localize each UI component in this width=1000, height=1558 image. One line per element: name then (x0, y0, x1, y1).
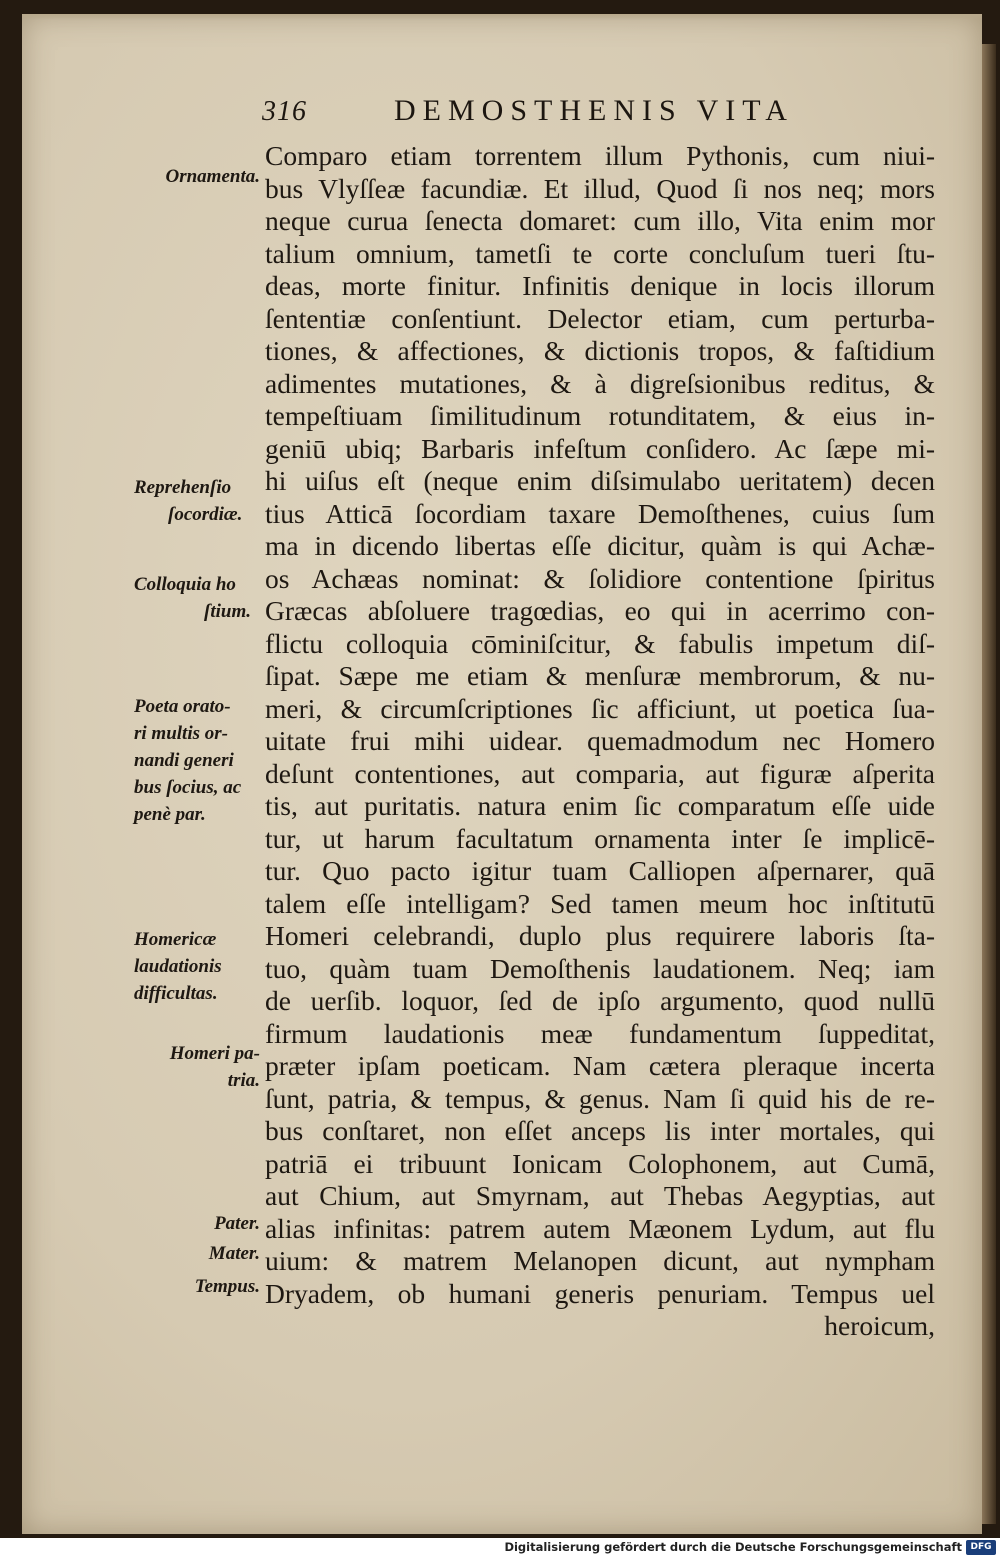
text-line: bus Vlyſſeæ facundiæ. Et illud, Quod ſi nos neq; mors (265, 172, 935, 204)
margin-note-line: difficultas. (134, 983, 218, 1004)
catchword: heroicum, (824, 1310, 935, 1341)
margin-note-line: Poeta orato- (134, 696, 231, 717)
margin-note-homeri-patria (134, 1040, 260, 1094)
text-line: adimentes mutationes, & à digreſsionibus reditus, & (265, 367, 935, 399)
text-line: tuo, quàm tuam Demoſthenis laudationem. Neq; iam (265, 952, 935, 984)
margin-note-line: Ornamenta. (165, 166, 260, 187)
digitization-footer (0, 1538, 1000, 1558)
margin-note-line: Tempus. (194, 1276, 260, 1297)
margin-note-poeta (134, 693, 260, 828)
margin-note-line: Homericæ (134, 929, 217, 950)
margin-note-tempus (134, 1273, 260, 1300)
text-line: uitate frui mihi uidear. quemadmodum nec Homero (265, 725, 935, 756)
page-top-edge (22, 14, 982, 20)
margin-note-homericae (134, 926, 260, 1007)
text-line: os Achæas nominat: & ſolidiore contentione ſpiritus (265, 562, 935, 594)
text-line: meri, & circumſcriptiones ſic afficiunt, ut poetica ſua- (265, 692, 935, 724)
margin-note-line: Colloquia ho (134, 574, 236, 595)
text-line: talium omnium, tametſi te corte concluſum tueri ſtu- (265, 237, 935, 269)
running-head: DEMOSTHENIS VITA (394, 94, 794, 127)
text-line: præter ipſam poeticam. Nam cætera pleraque incerta (265, 1050, 935, 1081)
page-number: 316 (262, 96, 307, 127)
text-line: talem eſſe intelligam? Sed tamen meum hoc inſtitutū (265, 887, 935, 919)
text-line: geniū ubiq; Barbaris infeſtum conſidero. Ac ſæpe mi- (265, 432, 935, 464)
text-line: Comparo etiam torrentem illum Pythonis, cum niui- (265, 140, 935, 171)
text-line: de uerſib. loquor, ſed de ipſo argumento, quod nullū (265, 985, 935, 1016)
text-line: uium: & matrem Melanopen dicunt, aut nympham (265, 1245, 935, 1276)
margin-note-line: Reprehenſio (134, 477, 232, 498)
funding-credit: Digitalisierung gefördert durch die Deutsche Forschungsgemeinschaft (504, 1540, 962, 1554)
text-line: ſententiæ conſentiunt. Delector etiam, cum perturba- (265, 302, 935, 334)
margin-note-line: bus ſocius, ac (134, 777, 242, 798)
text-line: firmum laudationis meæ fundamentum ſuppeditat, (265, 1017, 935, 1049)
margin-note-line: penè par. (134, 804, 206, 825)
text-line: ma in dicendo libertas eſſe dicitur, quàm is qui Achæ- (265, 530, 935, 561)
margin-note-pater (134, 1210, 260, 1237)
text-line: patriā ei tribuunt Ionicam Colophonem, aut Cumā, (265, 1147, 935, 1179)
text-line: flictu colloquia cōminiſcitur, & fabulis impetum diſ- (265, 627, 935, 659)
margin-note-mater (134, 1240, 260, 1267)
text-line: Homeri celebrandi, duplo plus requirere laboris ſta- (265, 920, 935, 951)
text-line: tius Atticā ſocordiam taxare Demoſthenes, cuius ſum (265, 497, 935, 529)
margin-note-line: ſtium. (204, 601, 251, 622)
text-line: ſipat. Sæpe me etiam & menſuræ membrorum, & nu- (265, 660, 935, 691)
text-line: tempeſtiuam ſimilitudinum rotunditatem, & eius in- (265, 400, 935, 431)
text-line: deas, morte finitur. Infinitis denique in locis illorum (265, 270, 935, 301)
margin-note-line: Pater. (214, 1213, 260, 1234)
text-line: neque curua ſenecta domaret: cum illo, Vita enim mor (265, 205, 935, 236)
page-header (262, 94, 862, 134)
text-line: aut Chium, aut Smyrnam, aut Thebas Aegyptias, aut (265, 1180, 935, 1211)
margin-note-reprehensio (134, 474, 260, 528)
margin-note-ornamenta (134, 163, 260, 190)
text-line: deſunt contentiones, aut comparia, aut figuræ aſperita (265, 757, 935, 789)
text-line: tis, aut puritatis. natura enim ſic comparatum eſſe uide (265, 790, 935, 821)
text-line: tur, ut harum facultatum ornamenta inter ſe implicē- (265, 822, 935, 854)
text-line: alias infinitas: patrem autem Mæonem Lydum, aut flu (265, 1212, 935, 1244)
dfg-logo: DFG (966, 1540, 996, 1555)
text-line: hi uiſus eſt (neque enim diſsimulabo ueritatem) decen (265, 465, 935, 496)
book-page (22, 14, 982, 1534)
text-line: ſunt, patria, & tempus, & genus. Nam ſi quid his de re- (265, 1082, 935, 1114)
margin-note-line: nandi generi (134, 750, 234, 771)
text-line: tur. Quo pacto igitur tuam Calliopen aſpernarer, quā (265, 855, 935, 886)
margin-note-colloquia (134, 571, 260, 625)
text-line: Græcas abſoluere tragœdias, eo qui in acerrimo con- (265, 595, 935, 626)
text-line: Dryadem, ob humani generis penuriam. Tempus uel (265, 1277, 935, 1309)
margin-note-line: laudationis (134, 956, 222, 977)
page-fore-edge (982, 44, 996, 1524)
margin-note-line: ſocordiæ. (168, 504, 243, 525)
main-text-block (265, 140, 935, 1343)
text-line: bus conſtaret, non eſſet anceps lis inter mortales, qui (265, 1115, 935, 1146)
margin-note-line: Mater. (208, 1243, 260, 1264)
margin-note-line: tria. (227, 1070, 260, 1091)
margin-note-line: Homeri pa- (169, 1043, 260, 1064)
margin-note-line: ri multis or- (134, 723, 228, 744)
text-line: tiones, & affectiones, & dictionis tropos, & faſtidium (265, 335, 935, 366)
